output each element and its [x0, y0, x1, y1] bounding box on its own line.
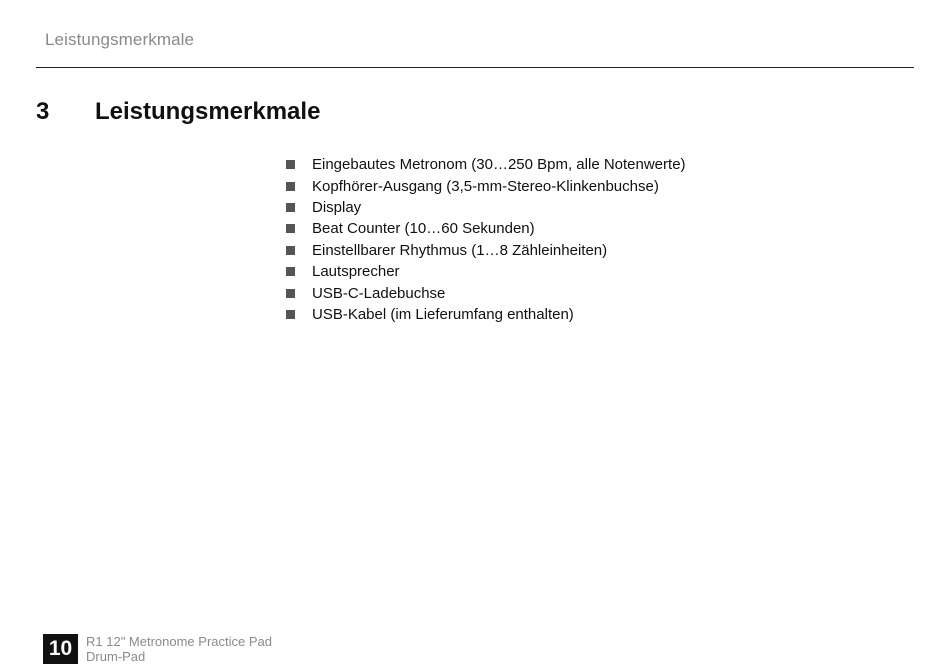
list-item-text: Einstellbarer Rhythmus (1…8 Zähleinheiten): [312, 241, 608, 259]
header-divider: [36, 67, 914, 68]
list-item: [286, 304, 686, 325]
footer-product-type: Drum-Pad: [86, 649, 146, 664]
list-item: [286, 218, 686, 239]
list-item-text: USB-Kabel (im Lieferumfang enthalten): [312, 305, 574, 323]
list-item: [286, 175, 686, 196]
square-bullet-icon: [286, 203, 295, 212]
square-bullet-icon: [286, 246, 295, 255]
square-bullet-icon: [286, 267, 295, 276]
list-item-text: Display: [312, 198, 362, 216]
list-item-text: Lautsprecher: [312, 263, 400, 281]
chapter-number: 3: [36, 98, 50, 125]
chapter-title: Leistungsmerkmale: [95, 98, 321, 125]
list-item: [286, 282, 686, 303]
list-item-text: USB-C-Ladebuchse: [312, 284, 446, 302]
running-header: Leistungsmerkmale: [45, 30, 195, 49]
square-bullet-icon: [286, 224, 295, 233]
footer-product-name: R1 12" Metronome Practice Pad: [86, 634, 272, 649]
list-item: [286, 240, 686, 261]
square-bullet-icon: [286, 182, 295, 191]
square-bullet-icon: [286, 289, 295, 298]
feature-list: [286, 154, 686, 325]
list-item: [286, 154, 686, 175]
list-item-text: Eingebautes Metronom (30…250 Bpm, alle Notenwerte): [312, 156, 686, 174]
chapter-heading: [36, 98, 320, 126]
page-number: 10: [43, 634, 78, 664]
list-item: [286, 197, 686, 218]
square-bullet-icon: [286, 160, 295, 169]
list-item: [286, 261, 686, 282]
square-bullet-icon: [286, 310, 295, 319]
list-item-text: Kopfhörer-Ausgang (3,5-mm-Stereo-Klinkenbuchse): [312, 177, 659, 195]
footer-product-info: [86, 634, 272, 664]
list-item-text: Beat Counter (10…60 Sekunden): [312, 220, 535, 238]
